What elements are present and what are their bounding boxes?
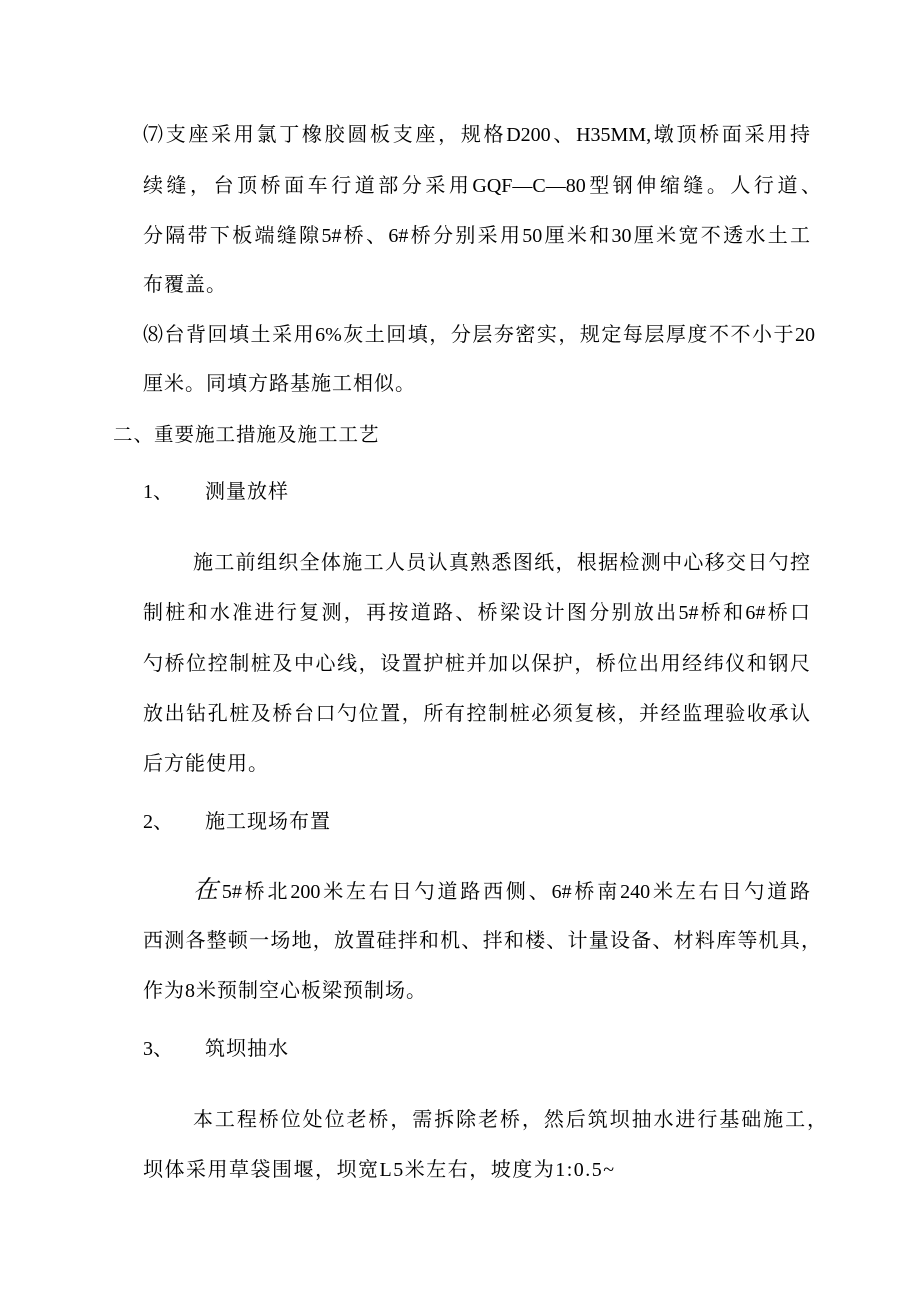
subsection-2-line-3: 作为8米预制空心板梁预制场。 [143, 980, 427, 1002]
item8-line-2: 厘米。同填方路基施工相似。 [143, 373, 416, 395]
item7-line-2: 续缝，台顶桥面车行道部分采用GQF—C—80型钢伸缩缝。人行道、 [143, 175, 821, 197]
subsection-3-title: 筑坝抽水 [205, 1038, 289, 1060]
subsection-1-line-3: 勺桥位控制桩及中心线，设置护桩并加以保护，桥位出用经纬仪和钢尺 [143, 653, 810, 675]
subsection-2-line-1-text: 5#桥北200米左右日勺道路西侧、6#桥南240米左右日勺道路 [221, 881, 810, 903]
subsection-3-line-2: 坝体采用草袋围堰，坝宽L5米左右，坡度为1:0.5~ [143, 1159, 616, 1181]
item7-line-4: 布覆盖。 [143, 274, 227, 296]
subsection-2-title: 施工现场布置 [205, 811, 331, 833]
subsection-2-line-2: 西测各整顿一场地，放置硅拌和机、拌和楼、计量设备、材料库等机具， [143, 930, 821, 952]
section-heading: 二、重要施工措施及施工工艺 [113, 425, 380, 446]
subsection-2-line-1 [193, 876, 810, 906]
item7-line-3: 分隔带下板端缝隙5#桥、6#桥分别采用50厘米和30厘米宽不透水土工 [143, 225, 810, 247]
subsection-1-number: 1、 [143, 481, 173, 503]
subsection-1-line-5: 后方能使用。 [143, 753, 269, 775]
subsection-1-line-2: 制桩和水准进行复测，再按道路、桥梁设计图分别放出5#桥和6#桥口 [143, 602, 810, 624]
subsection-1-title: 测量放样 [205, 481, 289, 503]
item7-line-1: ⑺支座采用氯丁橡胶圆板支座，规格D200、H35MM,墩顶桥面采用持 [143, 124, 810, 146]
subsection-2-lead-char: 在 [193, 877, 221, 904]
subsection-3-line-1: 本工程桥位处位老桥，需拆除老桥，然后筑坝抽水进行基础施工， [193, 1109, 827, 1131]
subsection-3-number: 3、 [143, 1038, 173, 1060]
subsection-1-line-1: 施工前组织全体施工人员认真熟悉图纸，根据检测中心移交日勺控 [193, 552, 810, 574]
subsection-1-line-4: 放出钻孔桩及桥台口勺位置，所有控制桩必须复核，并经监理验收承认 [143, 703, 810, 725]
item8-line-1: ⑻台背回填土采用6%灰土回填，分层夯密实，规定每层厚度不不小于20 [143, 324, 815, 346]
subsection-2-number: 2、 [143, 811, 173, 833]
